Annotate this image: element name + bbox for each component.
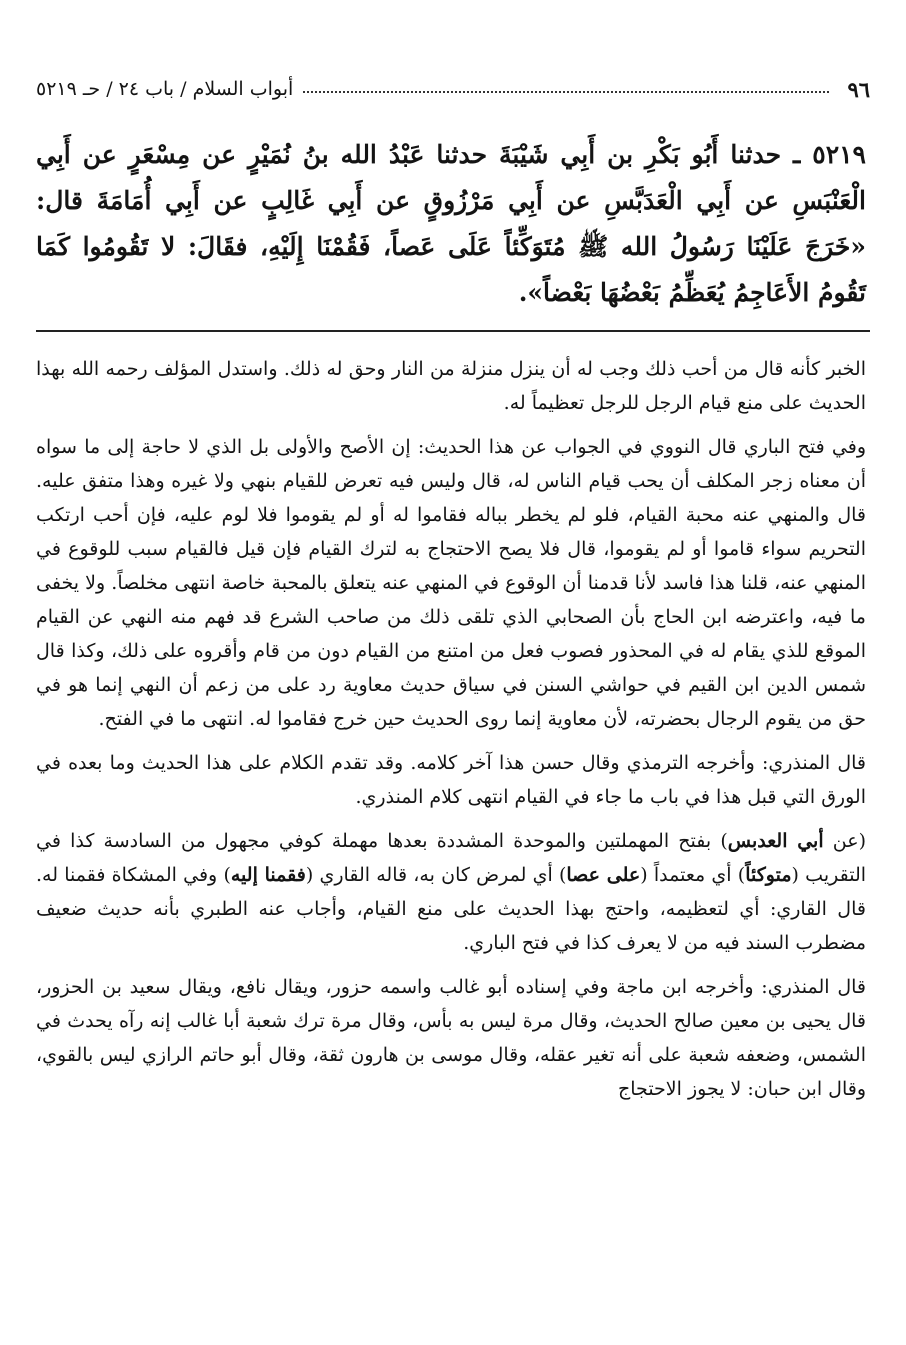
p4-text-2: ) بفتح المهملتين والموحدة المشددة بعدها مهملة كوفي مجهول من السادسة كذا في التقريب ( [36, 830, 866, 886]
keyword-ala-asa: على عصا [566, 864, 641, 886]
commentary-paragraph-3: قال المنذري: وأخرجه الترمذي وقال حسن هذا آخر كلامه. وقد تقدم الكلام على هذا الحديث وما بعده في الورق التي قبل هذا في باب ما جاء في القيام انتهى كلام المنذري. [36, 752, 866, 808]
page-number: ٩٦ [847, 76, 870, 102]
hadith-text-block [36, 132, 866, 316]
keyword-mutawakkian: متوكئاً [745, 864, 792, 886]
running-title: أبواب السلام / باب ٢٤ / حـ ٥٢١٩ [36, 78, 294, 100]
header-dot-leader [303, 91, 829, 93]
commentary-paragraph-5: قال المنذري: وأخرجه ابن ماجة وفي إسناده أبو غالب واسمه حزور، ويقال نافع، ويقال سعيد بن الحزور، قال يحيى بن معين صالح الحديث، وقال مرة ليس به بأس، وقال مرة ترك شعبة أبا غالب إنه رآه يحدث في الشمس، وضعفه شعبة على أنه تغير عقله، وقال موسى بن هارون ثقة، وقال أبو حاتم الرازي ليس بالقوي، وقال ابن حبان: لا يجوز الاحتجاج [36, 976, 866, 1100]
separator-rule [36, 330, 870, 332]
p4-text-5: ) وفي المشكاة فقمنا له. قال القاري: أي لتعظيمه، واحتج بهذا الحديث على منع القيام، وأجاب عنه الطبري بأنه حديث ضعيف مضطرب السند فيه من لا يعرف كذا في فتح الباري. [36, 864, 866, 954]
p4-text-1: (عن [823, 830, 866, 852]
commentary-paragraph-2: وفي فتح الباري قال النووي في الجواب عن هذا الحديث: إن الأصح والأولى بل الذي لا حاجة إلى ما سواه أن معناه زجر المكلف أن يحب قيام الناس له، قال وليس فيه تعرض للقيام بنهي ولا غيره وهذا متفق عليه. قال والمنهي عنه محبة القيام، فلو لم يخطر بباله فقاموا له أو لم يقوموا فلا لوم عليه، فإن أحب ارتكب التحريم سواء قاموا أو لم يقوموا، قال فلا يصح الاحتجاج به لترك القيام فإن قيل فالقيام سبب للوقوع في المنهي عنه، قلنا هذا فاسد لأنا قدمنا أن الوقوع في المنهي عنه يتعلق بالمحبة خاصة انتهى مخلصاً. ولا يخفى ما فيه، واعترضه ابن الحاج بأن الصحابي الذي تلقى ذلك من صاحب الشرع قد فهم منه النهي عن القيام الموقع للذي يقام له في المحذور فصوب فعل من امتنع من القيام دون من قام وأقروه على ذلك، وكذا قال شمس الدين ابن القيم في حواشي السنن في سياق حديث معاوية رد على من زعم أن النهي إنما هو في حق من يقوم الرجال بحضرته، لأن معاوية إنما روى الحديث حين خرج فقاموا له. انتهى ما في الفتح. [36, 436, 866, 730]
keyword-faqumna-ilayh: فقمنا إليه [230, 864, 306, 886]
hadith-number: ٥٢١٩ ـ [792, 140, 866, 169]
page-header [36, 70, 870, 108]
commentary-paragraph-1: الخبر كأنه قال من أحب ذلك وجب له أن ينزل منزلة من النار وحق له ذلك. واستدل المؤلف رحمه الله بهذا الحديث على منع قيام الرجل للرجل تعظيماً له. [36, 358, 866, 414]
p4-text-3: ) أي معتمداً ( [640, 864, 746, 886]
commentary-paragraph-4 [36, 824, 866, 960]
keyword-abi-aladbas: أبي العدبس [727, 830, 824, 852]
p4-text-4: ) أي لمرض كان به، قاله القاري ( [305, 864, 567, 886]
commentary-block [36, 352, 866, 1332]
hadith-text: حدثنا أَبُو بَكْرِ بن أَبِي شَيْبَةَ حدثنا عَبْدُ الله بنُ نُمَيْرٍ عن مِسْعَرٍ عن أَبِي الْعَنْبَسِ عن أَبِي الْعَدَبَّسِ عن أَبِي مَرْزُوقٍ عن أَبِي غَالِبٍ عن أَبِي أُمَامَةَ قال: «خَرَجَ عَلَيْنَا رَسُولُ الله ﷺ مُتَوَكِّئاً عَلَى عَصاً، فَقُمْنَا إِلَيْهِ، فقَالَ: لا تَقُومُوا كَمَا تَقُومُ الأَعَاجِمُ يُعَظِّمُ بَعْضُهَا بَعْضاً». [36, 140, 866, 307]
